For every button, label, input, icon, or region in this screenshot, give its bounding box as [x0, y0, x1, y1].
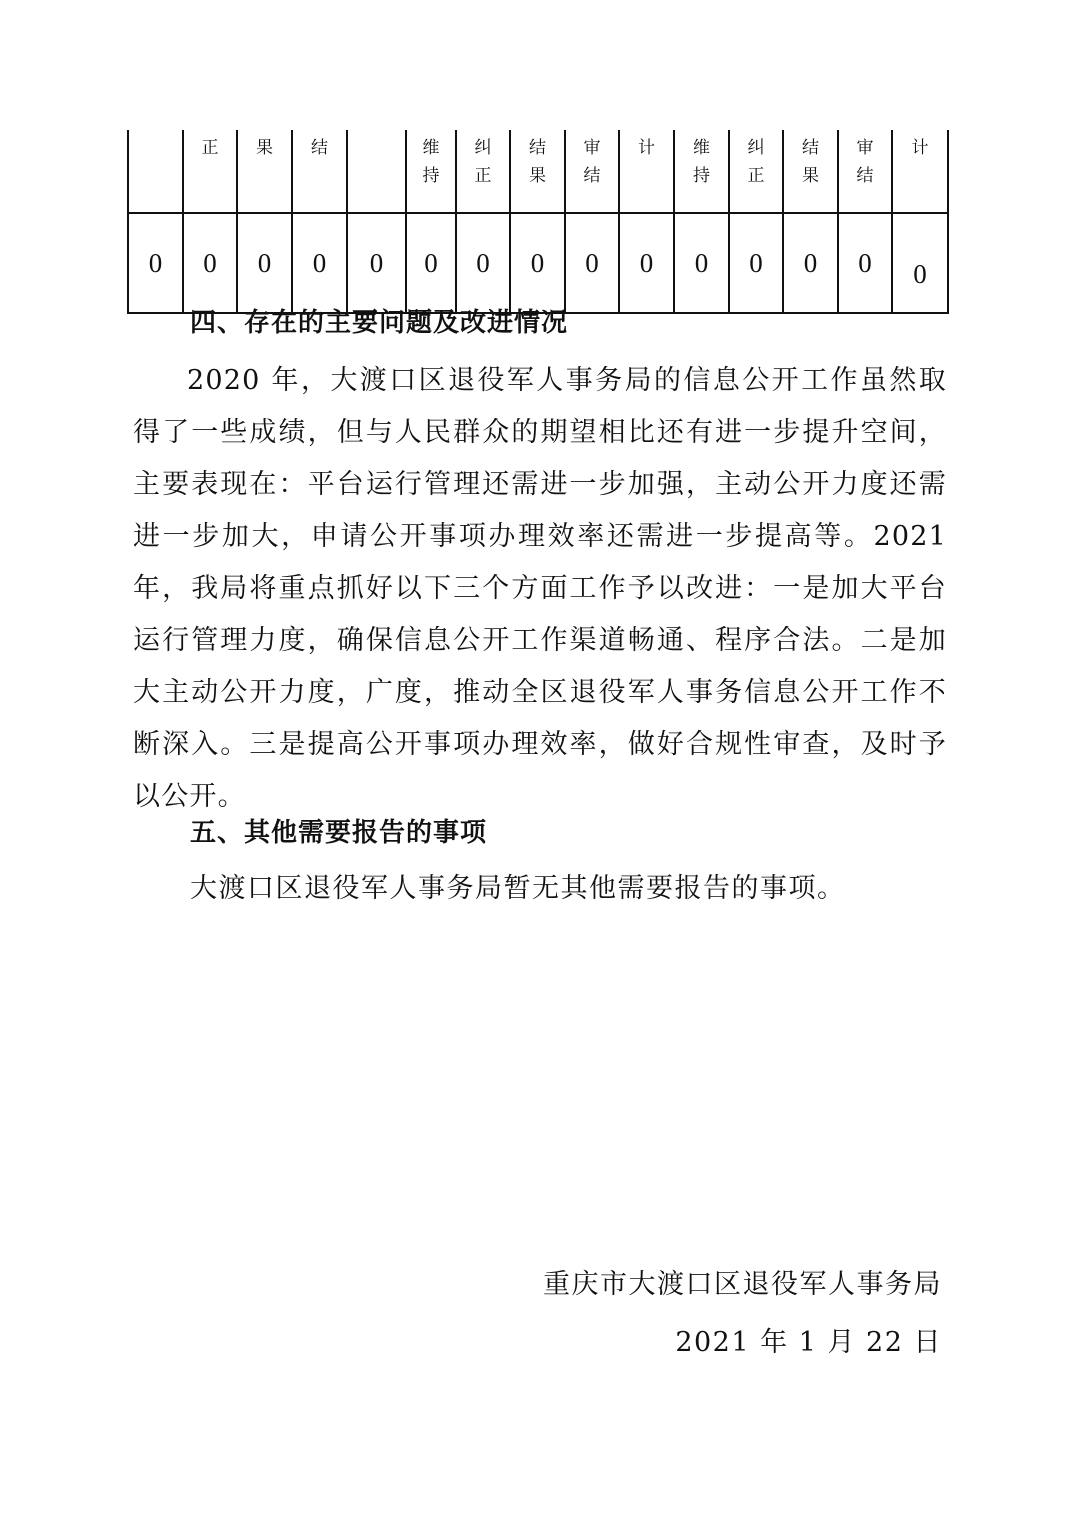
table-value-cell: 0: [292, 213, 347, 313]
table-value-cell: 0: [183, 213, 237, 313]
table-header-cell: [674, 130, 729, 213]
signature-date: 2021 年 1 月 22 日: [675, 1327, 942, 1358]
table-value-cell: 0: [729, 213, 783, 313]
table-value-cell: 0: [838, 213, 892, 313]
table-value-cell: 0: [456, 213, 510, 313]
table-header-char: 持: [693, 166, 710, 186]
table-header-char: 结: [856, 166, 874, 186]
table-header-cell: [237, 130, 292, 213]
table-header-char: 审: [856, 138, 874, 158]
table-header-char: 结: [311, 138, 328, 158]
table-header-cell: [183, 130, 237, 213]
section-5-heading: 五、其他需要报告的事项: [190, 818, 488, 848]
table-header-char: 果: [529, 166, 546, 186]
table-header-char: 正: [201, 138, 219, 158]
table-value-cell: 0: [619, 213, 674, 313]
table-value-cell: 0: [128, 213, 183, 313]
table-header-cell: [565, 130, 619, 213]
section-4-paragraph: 2020 年，大渡口区退役军人事务局的信息公开工作虽然取得了一些成绩，但与人民群众的期望相比还有进一步提升空间，主要表现在：平台运行管理还需进一步加强，主动公开力度还需进一步加大，申请公开事项办理效率还需进一步提高等。2021 年，我局将重点抓好以下三个方面工作予以改进：一是加大平台运行管理力度，确保信息公开工作渠道畅通、程序合法。二是加大主动公开力度，广度，推动全区退役军人事务信息公开工作不断深入。三是提高公开事项办理效率，做好合规性审查，及时予以公开。: [133, 365, 947, 812]
table-header-cell: [128, 130, 183, 213]
table-value-cell: 0: [237, 213, 292, 313]
table-header-char: 纠: [474, 138, 492, 158]
table-header-char: 计: [911, 138, 929, 158]
signature-organization: 重庆市大渡口区退役军人事务局: [543, 1269, 942, 1300]
table-header-char: 结: [583, 166, 601, 186]
table-header-char: 正: [747, 166, 765, 186]
table-header-char: 持: [422, 166, 440, 186]
table-value-cell: 0: [674, 213, 729, 313]
table-header-char: 果: [256, 138, 273, 158]
table-value-cell: 0: [783, 213, 838, 313]
table-header-cell: [892, 130, 948, 213]
table-value-cell: 0: [892, 213, 948, 313]
table-header-char: 审: [583, 138, 601, 158]
table-header-char: 正: [474, 166, 492, 186]
statistics-table: [127, 130, 949, 314]
table-header-cell: [456, 130, 510, 213]
table-value-cell: 0: [347, 213, 406, 313]
table-value-cell: 0: [510, 213, 565, 313]
table-header-cell: [347, 130, 406, 213]
table-header-char: 维: [693, 138, 710, 158]
section-4-heading: 四、存在的主要问题及改进情况: [190, 308, 569, 338]
table-header-cell: [783, 130, 838, 213]
table-value-cell: 0: [565, 213, 619, 313]
table-header-cell: [406, 130, 456, 213]
table-header-cell: [619, 130, 674, 213]
table-header-row: [128, 130, 948, 213]
table-header-cell: [292, 130, 347, 213]
table-header-char: 结: [802, 138, 819, 158]
table-header-char: 果: [802, 166, 819, 186]
section-5-paragraph: 大渡口区退役军人事务局暂无其他需要报告的事项。: [190, 873, 846, 904]
table-header-char: 计: [638, 138, 655, 158]
table-header-char: 维: [422, 138, 440, 158]
table-value-row: [128, 213, 948, 313]
table-header-char: 结: [529, 138, 546, 158]
table-header-cell: [510, 130, 565, 213]
table-header-cell: [838, 130, 892, 213]
table-value-cell: 0: [406, 213, 456, 313]
table-header-cell: [729, 130, 783, 213]
table-header-char: 纠: [747, 138, 765, 158]
